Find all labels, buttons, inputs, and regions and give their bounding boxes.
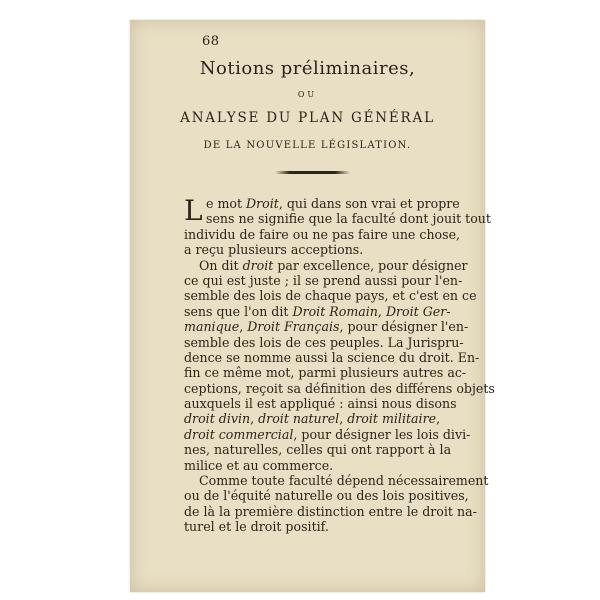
- text-line: auxquels il est appliqué : ainsi nous disons: [184, 396, 457, 412]
- text-run: e mot: [206, 196, 247, 211]
- title-conjunction: OU: [297, 90, 318, 99]
- text-line: semble des lois de chaque pays, et c'est en ce: [184, 288, 477, 304]
- text-line: [184, 319, 469, 335]
- text-run-italic: Droit: [246, 196, 279, 211]
- text-run: ,: [339, 411, 348, 427]
- text-run: , pour désigner l'en-: [339, 319, 469, 335]
- text-run: ,: [436, 411, 441, 427]
- page-number: 68: [202, 34, 220, 49]
- paragraph-1: [184, 194, 491, 258]
- text-run-italic: droit commercial: [184, 426, 294, 442]
- text-line: individu de faire ou ne pas faire une chose,: [184, 226, 461, 242]
- text-run: On dit: [199, 257, 243, 273]
- text-line: nes, naturelles, celles qui ont rapport à la: [184, 442, 452, 458]
- text-line: sens ne signifie que la faculté dont jouit tout: [206, 211, 491, 227]
- chapter-subtitle: ANALYSE DU PLAN GÉNÉRAL: [180, 110, 435, 126]
- text-run: sens que l'on dit: [184, 303, 293, 319]
- chapter-title: Notions préliminaires,: [199, 58, 416, 79]
- text-run: ,: [250, 411, 259, 427]
- text-line: de là la première distinction entre le droit na-: [184, 503, 477, 519]
- text-run: , qui dans son vrai et propre: [278, 196, 460, 211]
- text-run-italic: droit: [242, 257, 274, 273]
- text-line: dence se nomme aussi la science du droit. En-: [184, 349, 480, 365]
- text-line: a reçu plusieurs acceptions.: [184, 242, 364, 258]
- text-line: ce qui est juste ; il se prend aussi pour l'en-: [184, 272, 463, 288]
- text-run-italic: Droit Ger-: [385, 303, 451, 319]
- text-run-italic: droit naturel: [258, 411, 340, 427]
- text-run: , pour désigner les lois divi-: [293, 426, 471, 442]
- chapter-subtitle-secondary: DE LA NOUVELLE LÉGISLATION.: [203, 140, 412, 151]
- text-run: ,: [377, 303, 386, 319]
- text-line: fin ce même mot, parmi plusieurs autres ac-: [184, 365, 467, 381]
- drop-cap: L: [184, 194, 203, 227]
- paragraph-3: [184, 473, 489, 535]
- text-run-italic: Droit Romain: [292, 303, 378, 319]
- text-line: turel et le droit positif.: [184, 519, 329, 535]
- text-line: ou de l'équité naturelle ou des lois positives,: [184, 488, 469, 504]
- text-run-italic: Droit Français: [247, 319, 340, 335]
- text-line: [184, 257, 468, 273]
- text-line: [184, 411, 459, 426]
- text-run-italic: droit divin: [184, 411, 251, 427]
- text-line: Comme toute faculté dépend nécessairement: [199, 473, 489, 489]
- text-run: par excellence, pour désigner: [273, 257, 468, 273]
- ornamental-rule: [275, 171, 350, 174]
- text-line: [184, 196, 459, 211]
- text-run-italic: droit militaire: [347, 411, 437, 427]
- body-text: [184, 194, 495, 535]
- text-run: ,: [239, 319, 248, 335]
- text-line: [184, 426, 471, 442]
- paragraph-2: [184, 257, 495, 473]
- text-line: milice et au commerce.: [184, 457, 334, 473]
- book-page: [130, 20, 495, 592]
- text-run-italic: manique: [184, 319, 240, 335]
- text-line: [184, 304, 459, 319]
- text-line: ceptions, reçoit sa définition des différens objets: [184, 380, 495, 396]
- text-line: semble des lois de ces peuples. La Jurispru-: [184, 334, 464, 350]
